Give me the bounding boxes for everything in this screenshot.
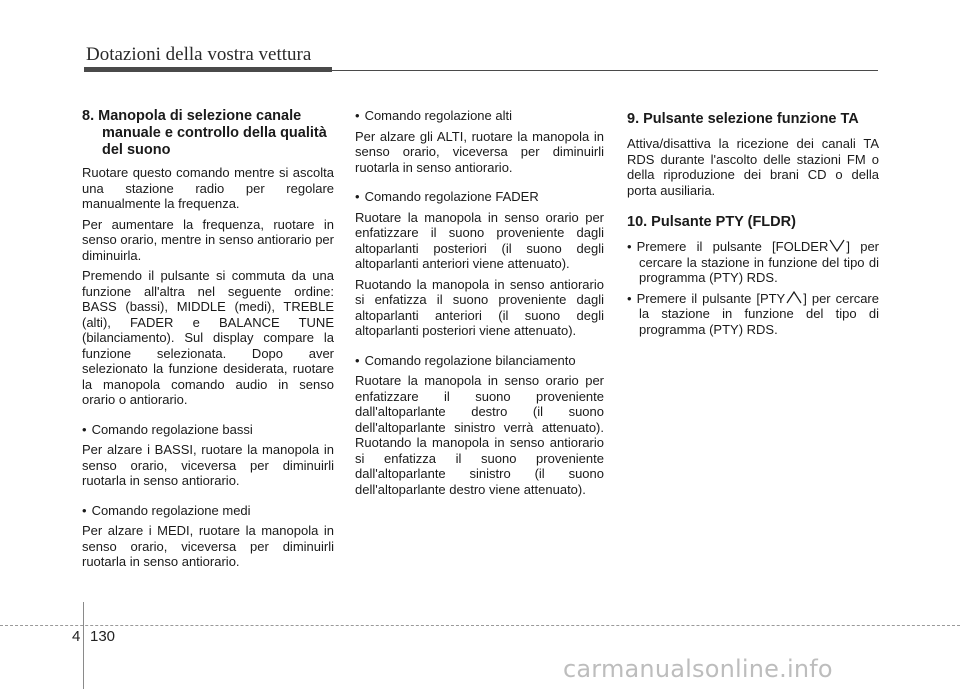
page-header-title: Dotazioni della vostra vettura bbox=[86, 44, 312, 65]
paragraph: Ruotare la manopola in senso orario per enfatizzare il suono proveniente dall'altoparlante destro (il suono dell'altoparlante sinistro verrà attenuato). Ruotando la manopola in senso antiorario si enfatizza il suono proveniente dall'altoparlante sinistro (il suono dell'altoparlante destro viene attenuato). bbox=[355, 373, 604, 497]
section-title-9: 9. Pulsante selezione funzione TA bbox=[627, 111, 859, 127]
bullet-dot: • bbox=[627, 290, 632, 306]
paragraph: Per aumentare la frequenza, ruotare in senso orario, mentre in senso antiorario per diminuirla. bbox=[82, 216, 334, 263]
column-left bbox=[82, 108, 334, 575]
header-bar bbox=[84, 67, 332, 72]
column-right bbox=[627, 111, 879, 342]
bullet-item-treble: • Comando regolazione alti bbox=[355, 108, 604, 124]
paragraph: Per alzare i MEDI, ruotare la manopola in senso orario, viceversa per diminuirli ruotarla in senso antiorario. bbox=[82, 523, 334, 569]
bullet-item-balance: • Comando regolazione bilanciamento bbox=[355, 353, 604, 369]
column-middle bbox=[355, 108, 604, 502]
paragraph: Per alzare gli ALTI, ruotare la manopola in senso orario, viceversa per diminuirli ruotarla in senso antiorario. bbox=[355, 128, 604, 175]
paragraph: Premendo il pulsante si commuta da una funzione all'altra nel seguente ordine: BASS (bassi), MIDDLE (medi), TREBLE (alti), FADER e BALANCE TUNE (bilanciamento). Sul display compare la funzione selezionata. Dopo aver selezionato la funzione desiderata, ruotare la manopola comando audio in senso orario o antiorario. bbox=[82, 268, 334, 407]
paragraph: Ruotando la manopola in senso antiorario si enfatizza il suono proveniente dagli altoparlanti anteriori (il suono degli altoparlanti posteriori viene attenuato). bbox=[355, 276, 604, 338]
footer-rule bbox=[0, 625, 960, 626]
bullet-item-bass: • Comando regolazione bassi bbox=[82, 422, 334, 438]
header-rule bbox=[332, 70, 878, 71]
bullet-item-mid: • Comando regolazione medi bbox=[82, 503, 334, 519]
bullet-dot: • bbox=[627, 239, 632, 254]
bullet-text-pre: Premere il pulsante [PTY bbox=[636, 290, 786, 306]
bullet-text-post: ] per cercare la stazione in funzione del tipo di programma (PTY) RDS. bbox=[639, 239, 880, 285]
paragraph: Attiva/disattiva la ricezione dei canali TA RDS durante l'ascolto delle stazioni FM o della riproduzione dei brani CD o della porta ausiliaria. bbox=[627, 136, 879, 198]
bullet-text-post: ] per cercare la stazione in funzione del tipo di programma (PTY) RDS. bbox=[639, 290, 879, 337]
paragraph: Per alzare i BASSI, ruotare la manopola in senso orario, viceversa per diminuirli ruotarla in senso antiorario. bbox=[82, 442, 334, 488]
bullet-text-pre: Premere il pulsante [FOLDER bbox=[636, 239, 829, 254]
bullet-item-folder bbox=[627, 239, 879, 286]
page-number: 130 bbox=[90, 628, 116, 645]
footer-divider bbox=[83, 602, 84, 689]
chevron-down-icon bbox=[828, 239, 846, 252]
section-title-10: 10. Pulsante PTY (FLDR) bbox=[627, 214, 796, 230]
section-title-8: 8. Manopola di selezione canale manuale e controllo della qualità del suono bbox=[82, 108, 327, 158]
bullet-item-fader: • Comando regolazione FADER bbox=[355, 189, 604, 205]
paragraph: Ruotare la manopola in senso orario per enfatizzare il suono proveniente dagli altoparlanti posteriori (il suono degli altoparlanti anteriori viene attenuato). bbox=[355, 209, 604, 271]
chapter-number: 4 bbox=[72, 628, 81, 645]
paragraph: Ruotare questo comando mentre si ascolta una stazione radio per regolare manualmente la frequenza. bbox=[82, 165, 334, 211]
watermark: carmanualsonline.info bbox=[563, 655, 833, 683]
bullet-item-pty bbox=[627, 291, 879, 338]
chevron-up-icon bbox=[785, 291, 803, 304]
